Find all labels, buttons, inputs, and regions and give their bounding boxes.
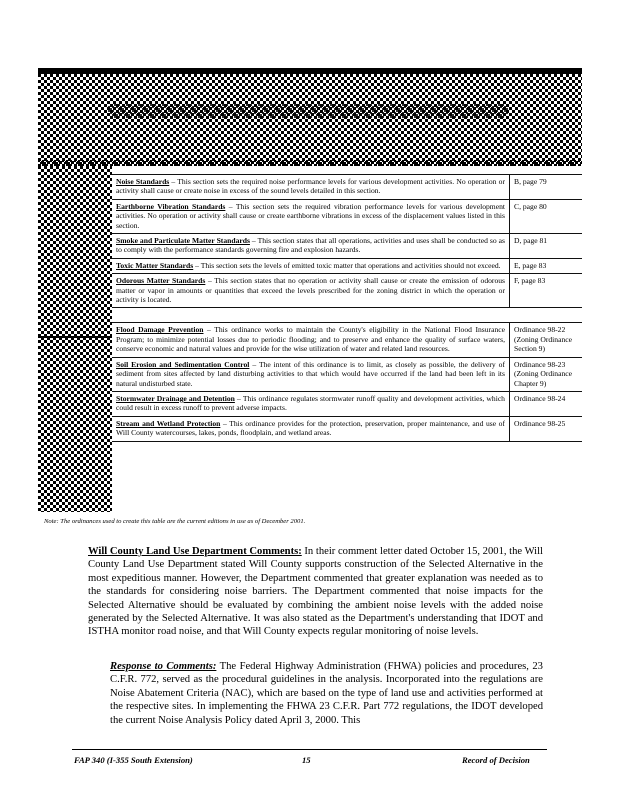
row-description: Smoke and Particulate Matter Standards – This section states that all operations, activities and uses shall be conducted so as to comply with the performance standards governing fire and explosion hazards. (112, 234, 510, 258)
table-row (112, 358, 582, 392)
row-title: Soil Erosion and Sedimentation Control (116, 359, 250, 369)
row-body: This ordinance works to maintain the County's eligibility in the National Flood Insurance Program; to minimize potential losses due to periodic flooding; and to preserve and enhance the quality of surface waters, conserve economic and natural values and provide for the wise utilization of water and related land resources. (116, 325, 505, 354)
row-body: This section states that no operation or activity shall cause or create the emission of odorous matter or vapor in amounts or quantities that exceed the levels prescribed for the zoning district in which the operation or activity is located. (116, 276, 505, 305)
paragraph-body: In their comment letter dated October 15, 2001, the Will County Land Use Department stated Will County supports construction of the Selected Alternative in the most expeditious manner. However, the Department commented that greater explanation was needed as to the standards for considering noise barriers. The Department commented that noise impacts for the Selected Alternative should be evaluated by combining the ambient noise levels with the added noise generated by the Selected Alternative. It was also stated as the Department's understanding that IDOT and ISTHA monitor road noise, and that Will County expects regular monitoring of noise levels. (88, 546, 543, 638)
row-description: Odorous Matter Standards – This section states that no operation or activity shall cause or create the emission of odorous matter or vapor in amounts or quantities that exceed the levels prescribed for the zoning district in which the operation or activity is located. (112, 274, 510, 307)
response-paragraph (110, 660, 543, 727)
footer-rule (72, 749, 547, 750)
land-use-comments-paragraph (88, 545, 543, 639)
row-body: This section sets the levels of emitted toxic matter that operations and activities should not exceed. (200, 260, 501, 270)
row-reference: Ordinance 98-25 (514, 418, 566, 428)
row-description: Flood Damage Prevention – This ordinance works to maintain the County's eligibility in the National Flood Insurance Program; to minimize potential losses due to periodic flooding; and to preserve and enhance the quality of surface waters, conserve economic and natural values and provide for the wise utilization of water and related land resources. (112, 323, 510, 356)
row-reference: C, page 80 (514, 201, 547, 211)
row-title: Stormwater Drainage and Detention (116, 393, 235, 403)
footer-document-title: Record of Decision (462, 755, 530, 765)
row-reference: D, page 81 (514, 236, 548, 246)
row-body: This section sets the required noise performance levels for various development activities. No operation or activity shall cause or create noise in excess of the sound levels detailed in this section. (116, 177, 505, 196)
paragraph-heading: Response to Comments: (110, 661, 217, 672)
row-description: Earthborne Vibration Standards – This section sets the required vibration performance levels for various development activities. No operation or activity shall cause or create earthborne vibrations in excess of the displacement values listed in this section. (112, 200, 510, 233)
table-top-spacer (112, 166, 582, 175)
ordinance-table (112, 166, 582, 442)
table-row (112, 417, 582, 442)
row-description: Stream and Wetland Protection – This ordinance provides for the protection, preservation, proper maintenance, and use of Will County watercourses, lakes, ponds, floodplain, and wetland areas. (112, 417, 510, 441)
table-row (112, 200, 582, 234)
row-reference: F, page 83 (514, 276, 546, 286)
table-row (112, 234, 582, 259)
row-reference: Ordinance 98-23 (Zoning Ordinance Chapter 9) (514, 359, 572, 388)
row-body: The intent of this ordinance is to limit, as closely as possible, the delivery of sediment from sites affected by land disturbing activities to that which would have occurred if the land had been left in its natural undisturbed state. (116, 359, 505, 388)
row-body: This ordinance provides for the protection, preservation, proper maintenance, and use of Will County watercourses, lakes, ponds, floodplain, and wetland areas. (116, 418, 505, 438)
row-reference: B, page 79 (514, 177, 547, 186)
dither-pattern-left (38, 166, 112, 512)
table-row (112, 259, 582, 274)
table-section-spacer (112, 308, 582, 323)
dithered-row-headers (38, 166, 112, 512)
row-reference: Ordinance 98-22 (Zoning Ordinance Section 9) (514, 325, 572, 354)
row-reference: Ordinance 98-24 (514, 393, 566, 403)
table-row (112, 175, 582, 200)
row-title: Noise Standards (116, 177, 170, 186)
row-description: Toxic Matter Standards – This section sets the levels of emitted toxic matter that operations and activities should not exceed. (112, 259, 510, 273)
row-description: Stormwater Drainage and Detention – This ordinance regulates stormwater runoff quality and development activities, which could result in excess runoff to prevent adverse impacts. (112, 392, 510, 416)
row-title: Odorous Matter Standards (116, 276, 206, 286)
row-body: This section states that all operations, activities and uses shall be conducted so as to comply with the performance standards governing fire and explosion hazards. (116, 236, 505, 255)
row-title: Smoke and Particulate Matter Standards (116, 236, 250, 246)
row-description: Noise Standards – This section sets the required noise performance levels for various development activities. No operation or activity shall cause or create noise in excess of the sound levels detailed in this section. (112, 175, 510, 199)
footer-page-number: 15 (302, 755, 311, 765)
row-title: Flood Damage Prevention (116, 325, 204, 335)
table-row (112, 392, 582, 417)
row-title: Stream and Wetland Protection (116, 418, 221, 428)
row-description: Soil Erosion and Sedimentation Control – The intent of this ordinance is to limit, as closely as possible, the delivery of sediment from sites affected by land disturbing activities to that which would have occurred if the land had been left in its natural undisturbed state. (112, 358, 510, 391)
row-body: This section sets the required vibration performance levels for various development activities. No operation or activity shall cause or create earthborne vibrations in excess of the displacement values listed in this section. (116, 201, 505, 230)
row-title: Toxic Matter Standards (116, 260, 194, 270)
row-body: This ordinance regulates stormwater runoff quality and development activities, which could result in excess runoff to prevent adverse impacts. (116, 393, 505, 413)
row-reference: E, page 83 (514, 260, 547, 270)
paragraph-heading: Will County Land Use Department Comments: (88, 546, 302, 557)
dithered-table-header (38, 68, 582, 166)
paragraph-body: The Federal Highway Administration (FHWA) policies and procedures, 23 C.F.R. 772, served as the procedural guidelines in the analysis. Incorporated into the regulations are Noise Abatement Criteria (NAC), which are based on the type of land use and activities performed at the respective sites. In implementing the FHWA 23 C.F.R. Part 772 regulations, the IDOT developed the current Noise Analysis Policy dated April 3, 2000. This (110, 661, 543, 726)
table-row (112, 274, 582, 308)
table-row (112, 323, 582, 357)
dither-pattern-top (38, 68, 582, 166)
row-title: Earthborne Vibration Standards (116, 201, 226, 211)
footer-project: FAP 340 (I-355 South Extension) (74, 755, 193, 765)
table-note: Note: The ordinances used to create this table are the current editions in use as of December 2001. (44, 518, 306, 525)
